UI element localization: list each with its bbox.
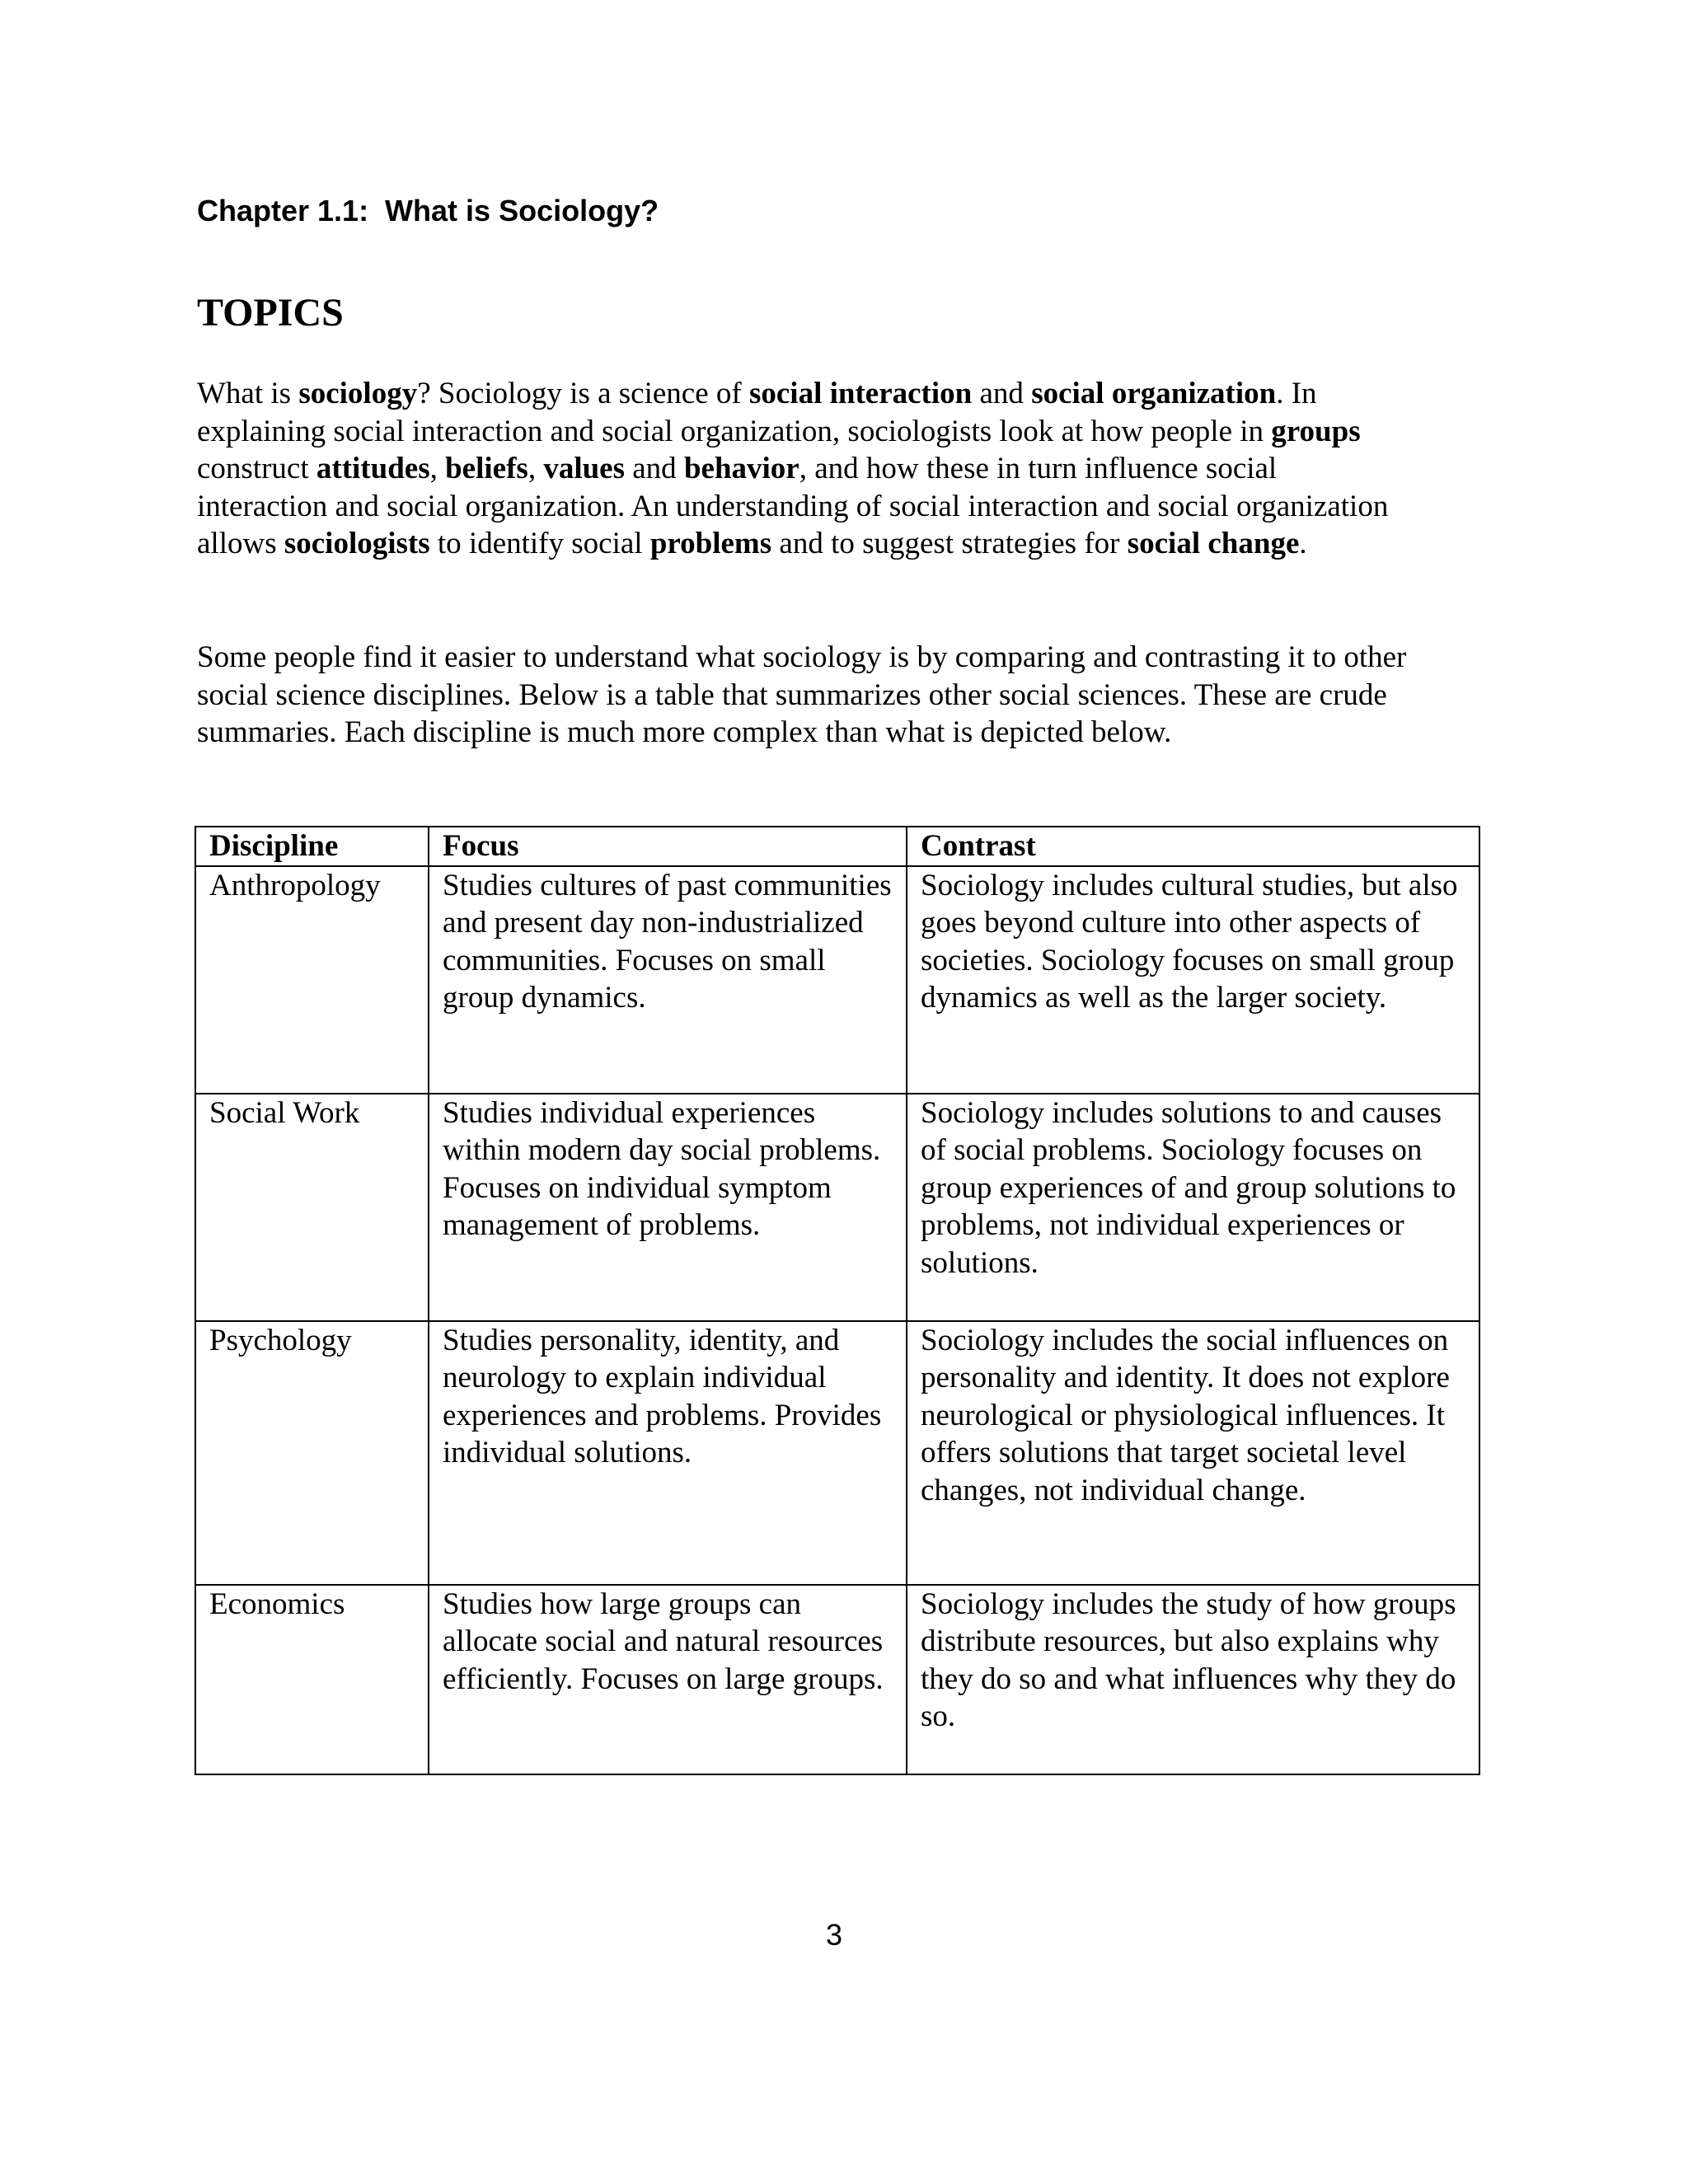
paragraph-run: ? Sociology is a science of — [417, 377, 749, 410]
header-contrast: Contrast — [907, 827, 1479, 866]
paragraph-run: and — [972, 377, 1032, 410]
table-header-row — [195, 827, 1479, 866]
paragraph-run: . In explaining social interaction and social organization, sociologists look at how people in — [197, 377, 1317, 448]
paragraph-run-bold: social interaction — [748, 377, 973, 410]
discipline-cell: Economics — [195, 1585, 429, 1774]
table-row — [195, 1321, 1479, 1585]
focus-cell: Studies personality, identity, and neurology to explain individual experiences and problems. Provides individual solutions. — [429, 1321, 907, 1585]
discipline-cell: Psychology — [195, 1321, 429, 1585]
discipline-comparison-table — [195, 826, 1480, 1775]
focus-cell: Studies cultures of past communities and present day non-industrialized communities. Focuses on small group dynamics. — [429, 866, 907, 1094]
paragraph-run-bold: values — [543, 452, 625, 485]
paragraph-run: and — [625, 452, 684, 485]
section-heading: TOPICS — [197, 291, 344, 335]
discipline-cell: Anthropology — [195, 866, 429, 1094]
paragraph-run-bold: social change — [1127, 527, 1300, 560]
comparison-paragraph: Some people find it easier to understand what sociology is by comparing and contrasting it to other social science disciplines. Below is a table that summarizes other social sciences. These are crude summaries. Each discipline is much more complex than what is depicted below. — [197, 640, 1407, 749]
header-focus: Focus — [429, 827, 907, 866]
page-number: 3 — [825, 1918, 843, 1952]
contrast-cell: Sociology includes the study of how groups distribute resources, but also explains why they do so and what influences why they do so. — [907, 1585, 1479, 1774]
paragraph-run-bold: social organization — [1031, 377, 1277, 410]
paragraph-run-bold: behavior — [683, 452, 799, 485]
paragraph-run-bold: sociologists — [284, 527, 430, 560]
paragraph-run: , — [429, 452, 446, 485]
paragraph-run: to identify social — [429, 527, 650, 560]
paragraph-run-bold: sociology — [298, 377, 418, 410]
paragraph-run: . — [1299, 527, 1307, 560]
table-row — [195, 1094, 1479, 1321]
paragraph-run-bold: groups — [1271, 414, 1361, 448]
table-row — [195, 1585, 1479, 1774]
paragraph-run-bold: beliefs — [445, 452, 528, 485]
contrast-cell: Sociology includes cultural studies, but also goes beyond culture into other aspects of societies. Sociology focuses on small group dynamics as well as the larger society. — [907, 866, 1479, 1094]
header-discipline: Discipline — [195, 827, 429, 866]
intro-paragraph — [197, 375, 1409, 563]
focus-cell: Studies how large groups can allocate social and natural resources efficiently. Focuses on large groups. — [429, 1585, 907, 1774]
table-row — [195, 866, 1479, 1094]
chapter-heading: Chapter 1.1: What is Sociology? — [197, 194, 659, 227]
contrast-cell: Sociology includes solutions to and causes of social problems. Sociology focuses on group experiences of and group solutions to problems, not individual experiences or solutions. — [907, 1094, 1479, 1321]
focus-cell: Studies individual experiences within modern day social problems. Focuses on individual symptom management of problems. — [429, 1094, 907, 1321]
paragraph-run-bold: attitudes — [316, 452, 430, 485]
paragraph-run: construct — [197, 452, 316, 485]
discipline-cell: Social Work — [195, 1094, 429, 1321]
paragraph-run: , — [528, 452, 544, 485]
contrast-cell: Sociology includes the social influences on personality and identity. It does not explore neurological or physiological influences. It offers solutions that target societal level changes, not individual change. — [907, 1321, 1479, 1585]
paragraph-run: What is — [197, 377, 299, 410]
paragraph-run: , and how these in turn influence social interaction and social organization. An understanding of social interaction and social organization allows — [197, 452, 1389, 560]
paragraph-run: and to suggest strategies for — [771, 527, 1128, 560]
paragraph-run-bold: problems — [649, 527, 772, 560]
